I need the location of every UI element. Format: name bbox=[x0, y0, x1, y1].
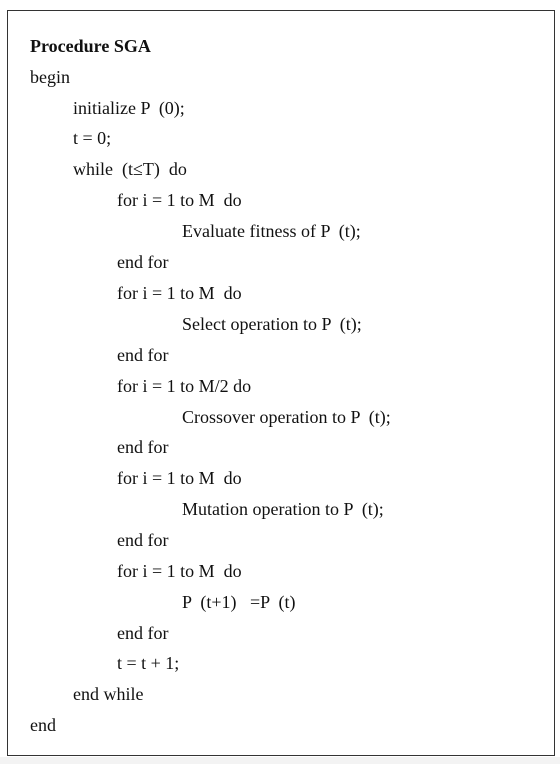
code-line-end-while: end while bbox=[73, 684, 144, 704]
code-line-end-for: end for bbox=[117, 437, 169, 457]
code-line-increment-t: t = t + 1; bbox=[117, 653, 180, 673]
code-line-end-for: end for bbox=[117, 252, 169, 272]
code-line-select: Select operation to P (t); bbox=[182, 314, 362, 334]
code-line-for-select: for i = 1 to M do bbox=[117, 283, 242, 303]
code-line-end-for: end for bbox=[117, 623, 169, 643]
code-line-for-mutation: for i = 1 to M do bbox=[117, 468, 242, 488]
code-line-evaluate: Evaluate fitness of P (t); bbox=[182, 221, 361, 241]
bottom-strip bbox=[0, 757, 560, 764]
code-line-end-for: end for bbox=[117, 530, 169, 550]
code-line-while: while (t≤T) do bbox=[73, 159, 187, 179]
procedure-title: Procedure SGA bbox=[30, 36, 151, 56]
code-line-initialize: initialize P (0); bbox=[73, 98, 185, 118]
code-line-end-for: end for bbox=[117, 345, 169, 365]
code-line-end: end bbox=[30, 715, 56, 735]
code-line-crossover: Crossover operation to P (t); bbox=[182, 407, 391, 427]
code-line-copy-population: P (t+1) =P (t) bbox=[182, 592, 296, 612]
code-line-for-evaluate: for i = 1 to M do bbox=[117, 190, 242, 210]
code-line-mutation: Mutation operation to P (t); bbox=[182, 499, 384, 519]
code-line-t-zero: t = 0; bbox=[73, 128, 112, 148]
algorithm-frame bbox=[7, 10, 555, 756]
code-line-for-copy: for i = 1 to M do bbox=[117, 561, 242, 581]
code-line-for-crossover: for i = 1 to M/2 do bbox=[117, 376, 252, 396]
code-line-begin: begin bbox=[30, 67, 70, 87]
